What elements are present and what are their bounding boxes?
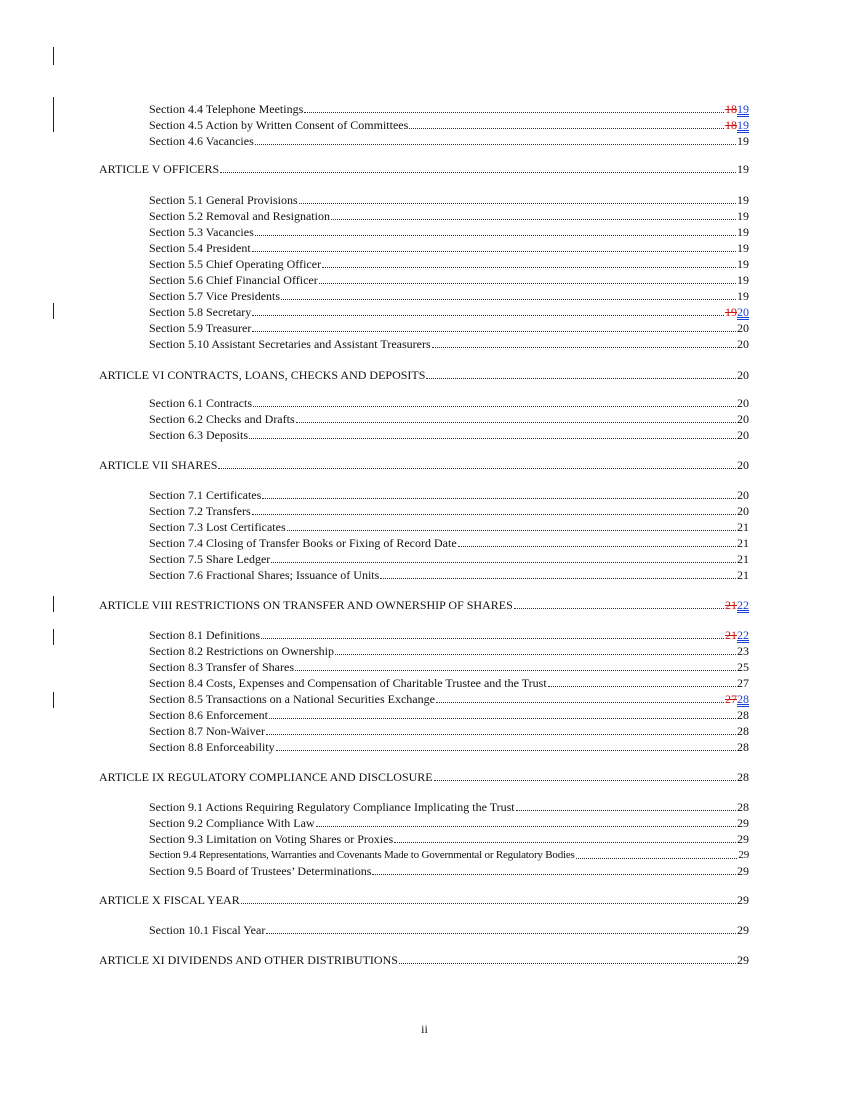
deleted-page-number: 19: [725, 305, 737, 319]
toc-section-entry[interactable]: [149, 118, 749, 132]
toc-section-entry[interactable]: [149, 337, 749, 351]
page-number-ref: 19: [737, 289, 749, 303]
page-number-ref: 21: [737, 552, 749, 566]
page-number-ref: 29: [737, 816, 749, 830]
entry-title: Section 4.5 Action by Written Consent of Committees: [149, 118, 409, 132]
dot-leader: [319, 283, 736, 284]
dot-leader: [255, 235, 736, 236]
page-number: ii: [421, 1022, 428, 1036]
page-number-ref: 19: [737, 134, 749, 148]
dot-leader: [409, 128, 724, 129]
entry-title: ARTICLE VII SHARES: [99, 458, 218, 472]
toc-section-entry[interactable]: [149, 193, 749, 207]
entry-title: Section 7.4 Closing of Transfer Books or Fixing of Record Date: [149, 536, 457, 550]
entry-title: Section 8.1 Definitions: [149, 628, 260, 642]
dot-leader: [253, 406, 736, 407]
dot-leader: [252, 251, 736, 252]
toc-section-entry[interactable]: [149, 321, 749, 335]
dot-leader: [220, 172, 736, 173]
dot-leader: [335, 654, 736, 655]
entry-title: Section 10.1 Fiscal Year: [149, 923, 266, 937]
page-number-ref: 28: [737, 740, 749, 754]
dot-leader: [269, 718, 736, 719]
dot-leader: [548, 686, 736, 687]
entry-title: Section 9.5 Board of Trustees’ Determinations: [149, 864, 372, 878]
page-number-ref: 20: [737, 504, 749, 518]
toc-section-entry[interactable]: [149, 568, 749, 582]
entry-title: Section 5.10 Assistant Secretaries and Assistant Treasurers: [149, 337, 431, 351]
dot-leader: [299, 203, 736, 204]
entry-title: Section 5.3 Vacancies: [149, 225, 254, 239]
toc-section-entry[interactable]: [149, 644, 749, 658]
dot-leader: [252, 331, 736, 332]
change-bar: [53, 629, 54, 645]
toc-section-entry[interactable]: [149, 305, 749, 319]
entry-title: Section 9.4 Representations, Warranties and Covenants Made to Governmental or Regulatory Bodies: [149, 849, 575, 861]
change-bar: [53, 596, 54, 612]
inserted-page-number: 22: [737, 628, 749, 642]
change-bar: [53, 97, 54, 132]
inserted-page-number: 19: [737, 102, 749, 116]
toc-section-entry[interactable]: [149, 241, 749, 255]
entry-title: Section 8.7 Non-Waiver: [149, 724, 266, 738]
page-number-ref: [725, 306, 749, 319]
dot-leader: [304, 112, 724, 113]
page-number-ref: [725, 599, 749, 612]
page-number-ref: 19: [737, 209, 749, 223]
entry-title: Section 5.4 President: [149, 241, 251, 255]
page-number-ref: 20: [737, 337, 749, 351]
page-number-ref: 29: [737, 832, 749, 846]
entry-title: ARTICLE IX REGULATORY COMPLIANCE AND DISCLOSURE: [99, 770, 433, 784]
entry-title: Section 6.2 Checks and Drafts: [149, 412, 295, 426]
dot-leader: [316, 826, 736, 827]
inserted-page-number: 20: [737, 305, 749, 319]
inserted-page-number: 19: [737, 118, 749, 132]
toc-section-entry[interactable]: [149, 740, 749, 754]
page-number-ref: 21: [737, 568, 749, 582]
toc-section-entry[interactable]: [149, 628, 749, 642]
toc-article-entry[interactable]: [99, 770, 749, 784]
entry-title: Section 7.5 Share Ledger: [149, 552, 271, 566]
dot-leader: [261, 638, 724, 639]
toc-section-entry[interactable]: [149, 488, 749, 502]
dot-leader: [372, 874, 736, 875]
entry-title: Section 5.6 Chief Financial Officer: [149, 273, 318, 287]
entry-title: Section 5.1 General Provisions: [149, 193, 298, 207]
toc-article-entry[interactable]: [99, 162, 749, 176]
dot-leader: [255, 144, 736, 145]
entry-title: Section 8.5 Transactions on a National Securities Exchange: [149, 692, 435, 706]
dot-leader: [394, 842, 736, 843]
toc-section-entry[interactable]: [149, 816, 749, 830]
page-number-ref: 21: [737, 536, 749, 550]
entry-title: Section 8.8 Enforceability: [149, 740, 275, 754]
toc-section-entry[interactable]: [149, 832, 749, 846]
deleted-page-number: 27: [725, 692, 737, 706]
entry-title: Section 5.7 Vice Presidents: [149, 289, 281, 303]
page-number-ref: [725, 103, 749, 116]
dot-leader: [295, 670, 736, 671]
dot-leader: [252, 315, 724, 316]
toc-section-entry[interactable]: [149, 428, 749, 442]
entry-title: Section 7.3 Lost Certificates: [149, 520, 286, 534]
toc-section-entry[interactable]: [149, 708, 749, 722]
page-number-ref: [725, 629, 749, 642]
toc-section-entry[interactable]: [149, 800, 749, 814]
page-number-ref: 28: [737, 800, 749, 814]
entry-title: Section 5.8 Secretary: [149, 305, 252, 319]
page-number-ref: 29: [737, 893, 749, 907]
toc-section-entry[interactable]: [149, 660, 749, 674]
page-number-ref: 21: [737, 520, 749, 534]
entry-title: Section 8.2 Restrictions on Ownership: [149, 644, 334, 658]
toc-section-entry[interactable]: [149, 848, 749, 862]
toc-article-entry[interactable]: [99, 953, 749, 967]
change-bar: [53, 47, 54, 65]
dot-leader: [281, 299, 736, 300]
entry-title: Section 5.5 Chief Operating Officer: [149, 257, 322, 271]
deleted-page-number: 18: [725, 102, 737, 116]
entry-title: ARTICLE V OFFICERS: [99, 162, 220, 176]
dot-leader: [262, 498, 736, 499]
dot-leader: [218, 468, 736, 469]
toc-section-entry[interactable]: [149, 552, 749, 566]
entry-title: Section 9.3 Limitation on Voting Shares or Proxies: [149, 832, 394, 846]
page-number-ref: 20: [737, 396, 749, 410]
toc-section-entry[interactable]: [149, 864, 749, 878]
dot-leader: [432, 347, 736, 348]
toc-section-entry[interactable]: [149, 520, 749, 534]
toc-article-entry[interactable]: [99, 458, 749, 472]
entry-title: Section 9.2 Compliance With Law: [149, 816, 315, 830]
page-number-ref: 28: [737, 724, 749, 738]
toc-section-entry[interactable]: [149, 923, 749, 937]
toc-section-entry[interactable]: [149, 724, 749, 738]
page-number-ref: [725, 693, 749, 706]
dot-leader: [271, 562, 736, 563]
page-number-ref: 28: [737, 708, 749, 722]
dot-leader: [249, 438, 736, 439]
entry-title: Section 9.1 Actions Requiring Regulatory Compliance Implicating the Trust: [149, 800, 515, 814]
page-number-ref: 19: [737, 273, 749, 287]
page-number-ref: 20: [737, 321, 749, 335]
entry-title: ARTICLE X FISCAL YEAR: [99, 893, 240, 907]
toc-section-entry[interactable]: [149, 536, 749, 550]
toc-section-entry[interactable]: [149, 257, 749, 271]
toc-article-entry[interactable]: [99, 368, 749, 382]
dot-leader: [436, 702, 724, 703]
dot-leader: [516, 810, 736, 811]
dot-leader: [287, 530, 736, 531]
page-number-ref: 23: [737, 644, 749, 658]
page-number-ref: 20: [737, 488, 749, 502]
dot-leader: [514, 608, 724, 609]
inserted-page-number: 28: [737, 692, 749, 706]
dot-leader: [266, 734, 736, 735]
dot-leader: [241, 903, 736, 904]
entry-title: Section 4.4 Telephone Meetings: [149, 102, 304, 116]
entry-title: ARTICLE VIII RESTRICTIONS ON TRANSFER AND OWNERSHIP OF SHARES: [99, 598, 513, 612]
toc-article-entry[interactable]: [99, 598, 749, 612]
page-number-ref: 19: [737, 193, 749, 207]
page-number-ref: [725, 119, 749, 132]
dot-leader: [266, 933, 736, 934]
entry-title: Section 7.2 Transfers: [149, 504, 251, 518]
change-bar: [53, 303, 54, 319]
page-number-ref: 20: [737, 458, 749, 472]
dot-leader: [296, 422, 736, 423]
toc-section-entry[interactable]: [149, 676, 749, 690]
toc-section-entry[interactable]: [149, 225, 749, 239]
page-number-ref: 29: [738, 849, 749, 861]
deleted-page-number: 21: [725, 598, 737, 612]
toc-article-entry[interactable]: [99, 893, 749, 907]
entry-title: Section 8.4 Costs, Expenses and Compensation of Charitable Trustee and the Trust: [149, 676, 547, 690]
toc-section-entry[interactable]: [149, 396, 749, 410]
entry-title: Section 6.1 Contracts: [149, 396, 252, 410]
page-number-ref: 27: [737, 676, 749, 690]
page-number-ref: 28: [737, 770, 749, 784]
toc-section-entry[interactable]: [149, 412, 749, 426]
dot-leader: [276, 750, 736, 751]
page-number-ref: 20: [737, 412, 749, 426]
toc-section-entry[interactable]: [149, 209, 749, 223]
entry-title: Section 7.1 Certificates: [149, 488, 262, 502]
change-bar: [53, 692, 54, 708]
deleted-page-number: 18: [725, 118, 737, 132]
entry-title: Section 6.3 Deposits: [149, 428, 248, 442]
page-number-ref: 19: [737, 225, 749, 239]
page-number-ref: 20: [737, 428, 749, 442]
inserted-page-number: 22: [737, 598, 749, 612]
entry-title: Section 4.6 Vacancies: [149, 134, 254, 148]
page-number-ref: 25: [737, 660, 749, 674]
dot-leader: [322, 267, 736, 268]
page-number-ref: 29: [737, 923, 749, 937]
toc-section-entry[interactable]: [149, 504, 749, 518]
page-number-ref: 20: [737, 368, 749, 382]
dot-leader: [458, 546, 736, 547]
entry-title: Section 5.9 Treasurer: [149, 321, 252, 335]
toc-section-entry[interactable]: [149, 273, 749, 287]
toc-section-entry[interactable]: [149, 289, 749, 303]
dot-leader: [576, 858, 738, 859]
toc-section-entry[interactable]: [149, 134, 749, 148]
toc-section-entry[interactable]: [149, 692, 749, 706]
dot-leader: [399, 963, 736, 964]
dot-leader: [380, 578, 736, 579]
deleted-page-number: 21: [725, 628, 737, 642]
dot-leader: [331, 219, 736, 220]
page-number-ref: 29: [737, 953, 749, 967]
page-number-ref: 19: [737, 241, 749, 255]
page-number-ref: 29: [737, 864, 749, 878]
dot-leader: [426, 378, 736, 379]
page-number-ref: 19: [737, 257, 749, 271]
page-number-ref: 19: [737, 162, 749, 176]
entry-title: Section 7.6 Fractional Shares; Issuance of Units: [149, 568, 380, 582]
entry-title: ARTICLE VI CONTRACTS, LOANS, CHECKS AND DEPOSITS: [99, 368, 426, 382]
entry-title: Section 8.3 Transfer of Shares: [149, 660, 294, 674]
toc-section-entry[interactable]: [149, 102, 749, 116]
entry-title: ARTICLE XI DIVIDENDS AND OTHER DISTRIBUTIONS: [99, 953, 398, 967]
entry-title: Section 5.2 Removal and Resignation: [149, 209, 330, 223]
entry-title: Section 8.6 Enforcement: [149, 708, 268, 722]
dot-leader: [434, 780, 736, 781]
dot-leader: [252, 514, 736, 515]
